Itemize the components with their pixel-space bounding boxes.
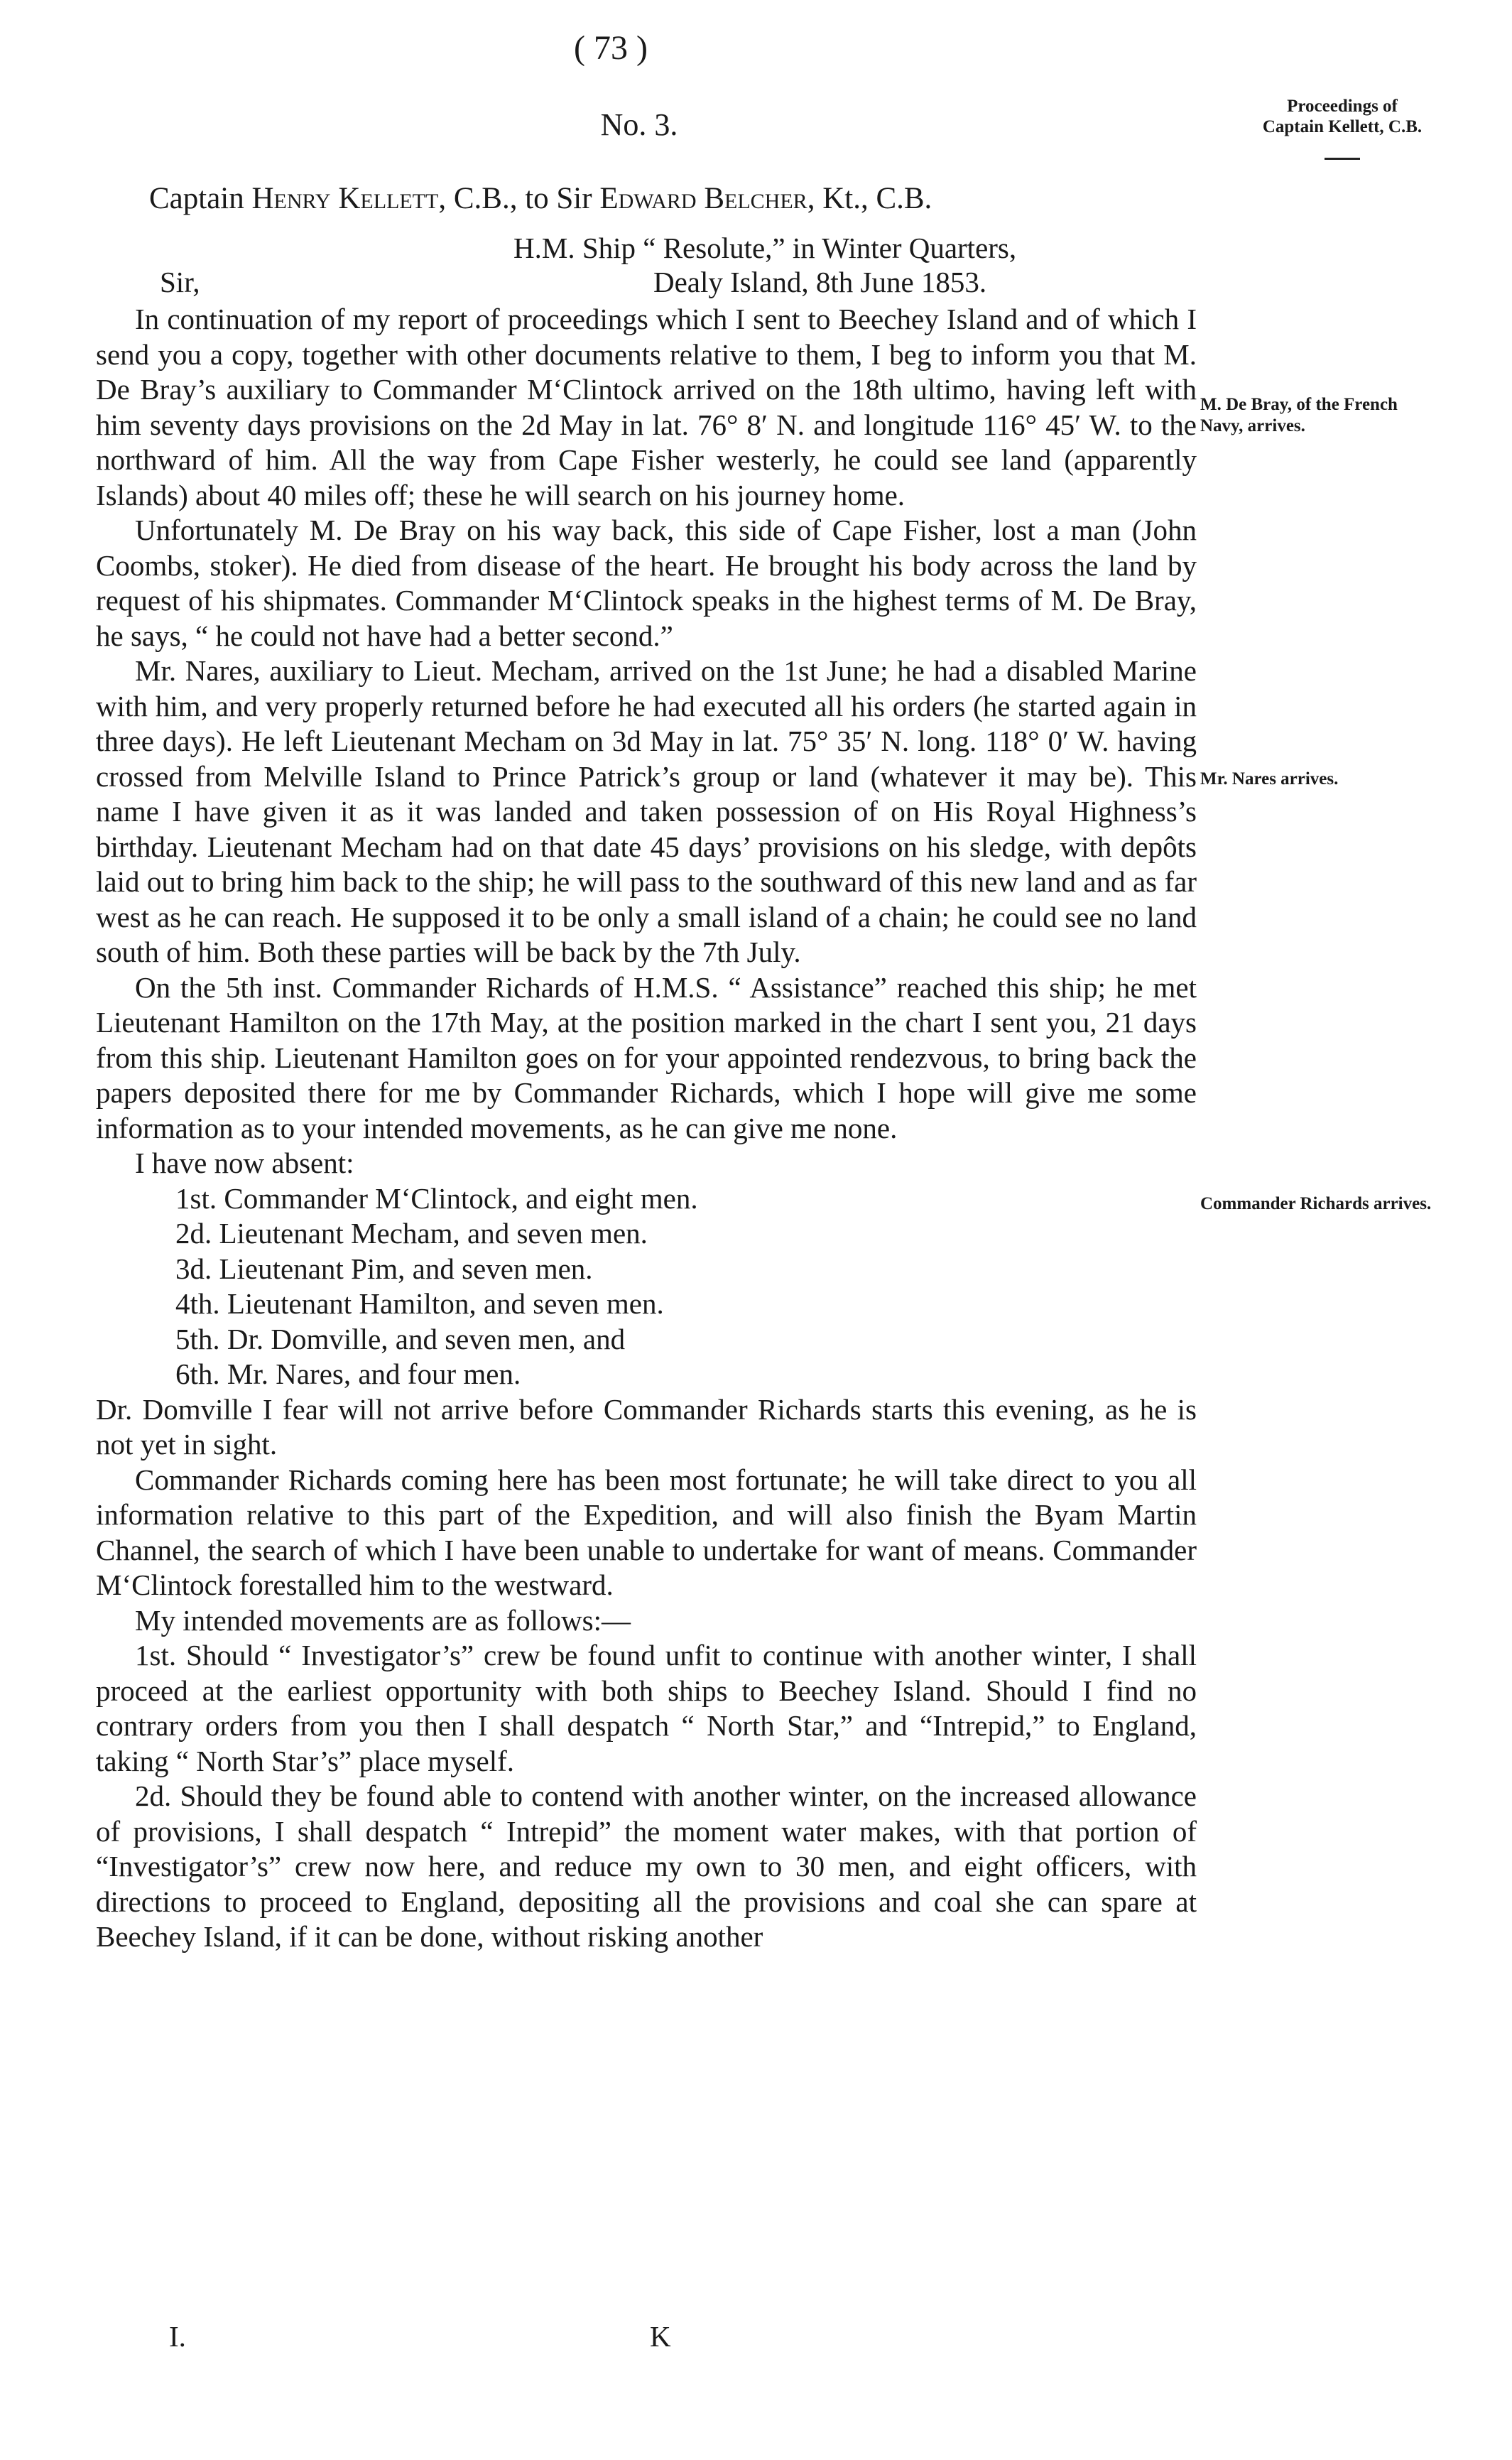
- body-paragraph: Mr. Nares, auxiliary to Lieut. Mecham, arrived on the 1st June; he had a disabled Marine with him, and very properly returned before he had executed all his orders (he started again in three days). He left Lieutenant Mecham on 3d May in lat. 75° 35′ N. long. 118° 0′ W. having crossed from Melville Island to Prince Patrick’s group or land (whatever it may be). This name I have given it as it was landed and taken possession of on His Royal Highness’s birthday. Lieutenant Mecham had on that date 45 days’ provisions on his sledge, with depôts laid out to bring him back to the ship; he will pass to the southward of this new land and as far west as he can reach. He supposed it to be only a small island of a chain; he could see no land south of him. Both these parties will be back by the 7th July.: [96, 654, 1197, 968]
- margin-note-de-bray: [1200, 394, 1398, 437]
- page-number: ( 73 ): [574, 29, 648, 67]
- heading-sender-rank: , C.B., to Sir: [438, 182, 600, 215]
- side-header: [1236, 96, 1449, 137]
- body-paragraph: In continuation of my report of proceedings which I sent to Beechey Island and of which I send you a copy, together with other documents relative to them, I beg to inform you that M. De Bray’s auxiliary to Commander M‘Clintock arrived on the 18th ultimo, having left with him seventy days provisions on the 2d May in lat. 76° 8′ N. and longitude 116° 45′ W. to the northward of him. All the way from Cape Fisher westerly, he could see land (apparently Islands) about 40 miles off; these he will search on his journey home.: [96, 303, 1197, 511]
- heading-recipient-rank: , Kt., C.B.: [807, 182, 932, 215]
- footer-gathering-signature: K: [650, 2320, 671, 2353]
- body-paragraph: 1st. Should “ Investigator’s” crew be found unfit to continue with another winter, I shall proceed at the earliest opportunity with both ships to Beechey Island. Should I find no contrary orders from you then I shall despatch “ North Star,” and “Intrepid,” to England, taking “ North Star’s” place myself.: [96, 1639, 1197, 1777]
- footer-signature-mark: I.: [169, 2320, 186, 2353]
- address-line-1: H.M. Ship “ Resolute,” in Winter Quarters,: [513, 232, 1017, 264]
- margin-note-line: Navy, arrives.: [1200, 416, 1305, 435]
- list-item: 1st. Commander M‘Clintock, and eight men.: [175, 1181, 698, 1215]
- side-header-line: Proceedings of: [1287, 97, 1398, 116]
- heading-recipient-name: Edward Belcher: [599, 182, 807, 215]
- margin-note-line: M. De Bray, of the French: [1200, 395, 1398, 414]
- body-paragraph: I have now absent:: [135, 1147, 354, 1179]
- list-item: 2d. Lieutenant Mecham, and seven men.: [175, 1217, 648, 1250]
- letter-heading: [149, 181, 932, 216]
- side-header-line: Captain Kellett, C.B.: [1262, 117, 1423, 136]
- address-line-2: Dealy Island, 8th June 1853.: [653, 266, 987, 298]
- side-header-rule: [1325, 158, 1360, 160]
- list-item: 5th. Dr. Domville, and seven men, and: [175, 1322, 626, 1355]
- body-paragraph: On the 5th inst. Commander Richards of H.M.S. “ Assistance” reached this ship; he met Lieutenant Hamilton on the 17th May, at the position marked in the chart I sent you, 21 days from this ship. Lieutenant Hamilton goes on for your appointed rendezvous, to bring back the papers deposited there for me by Commander Richards, which I hope will give me some information as to your intended movements, as he can give me none.: [96, 970, 1197, 1144]
- list-item: 3d. Lieutenant Pim, and seven men.: [175, 1252, 593, 1285]
- letter-body: [96, 302, 1197, 1955]
- body-paragraph: My intended movements are as follows:—: [135, 1603, 631, 1637]
- heading-prefix: Captain: [149, 182, 252, 215]
- heading-sender-name: Henry Kellett: [251, 182, 439, 215]
- document-number: No. 3.: [600, 107, 678, 142]
- absent-parties-list: [96, 1181, 1197, 1392]
- body-paragraph: Dr. Domville I fear will not arrive before Commander Richards starts this evening, as he is not yet in sight.: [96, 1392, 1197, 1461]
- salutation: Sir,: [160, 266, 200, 298]
- list-item: 6th. Mr. Nares, and four men.: [175, 1358, 521, 1390]
- list-item: 4th. Lieutenant Hamilton, and seven men.: [175, 1287, 664, 1320]
- margin-note-richards: Commander Richards arrives.: [1200, 1194, 1432, 1213]
- body-paragraph: 2d. Should they be found able to contend with another winter, on the increased allowance of provisions, I shall despatch “ Intrepid” the moment water makes, with that portion of “Investigator’s” crew now here, and reduce my own to 30 men, and eight officers, with directions to proceed to England, depositing all the provisions and coal she can spare at Beechey Island, if it can be done, without risking another: [96, 1779, 1197, 1953]
- body-paragraph: Unfortunately M. De Bray on his way back, this side of Cape Fisher, lost a man (John Coombs, stoker). He died from disease of the heart. He brought his body across the land by request of his shipmates. Commander M‘Clintock speaks in the highest terms of M. De Bray, he says, “ he could not have had a better second.”: [96, 514, 1197, 652]
- body-paragraph: Commander Richards coming here has been most fortunate; he will take direct to you all information relative to this part of the Expedition, and will also finish the Byam Martin Channel, the search of which I have been unable to undertake for want of means. Commander M‘Clintock forestalled him to the westward.: [96, 1463, 1197, 1601]
- margin-note-nares: Mr. Nares arrives.: [1200, 769, 1339, 789]
